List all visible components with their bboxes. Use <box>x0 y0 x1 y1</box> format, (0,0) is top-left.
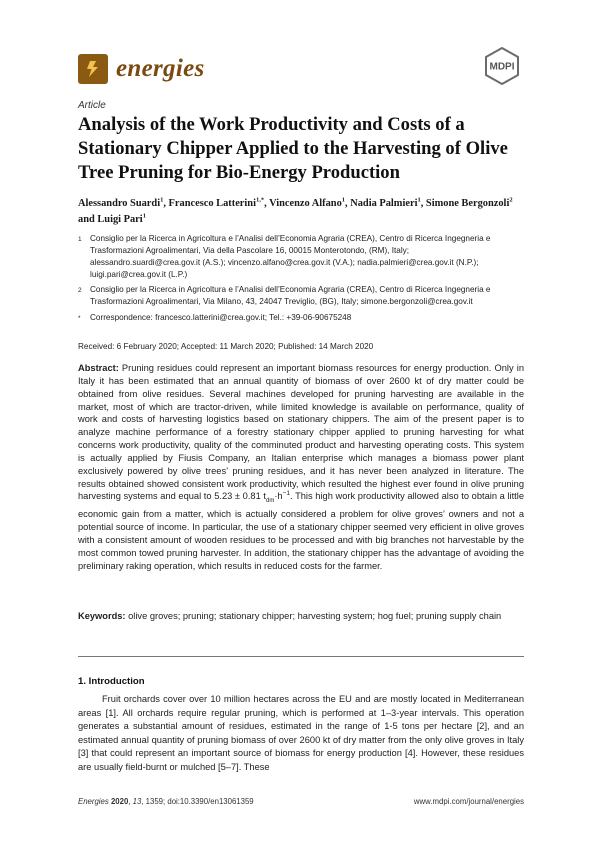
affiliation-text: Consiglio per la Ricerca in Agricoltura e l’Analisi dell’Economia Agraria (CREA), Centro di Ricerca Ingegneria e Trasformazioni Agroalimentari, Via Milano, 43, 24047 Treviglio, (BG), Italy; simone.bergonzoli@crea.gov.it <box>90 285 491 307</box>
author-affiliation-mark: 2 <box>509 196 513 204</box>
footer-doi: , 1359; doi:10.3390/en13061359 <box>141 797 254 806</box>
affiliation-number: 1 <box>78 236 82 243</box>
citation-footer: Energies 2020, 13, 1359; doi:10.3390/en13061359 <box>78 797 254 806</box>
author-affiliation-mark: 1,* <box>255 196 265 204</box>
footer-volume: 13 <box>132 797 142 806</box>
author-affiliation-mark: 1 <box>160 196 164 204</box>
author-separator: , <box>345 198 351 209</box>
energy-bolt-icon <box>78 54 108 84</box>
author-name[interactable]: Luigi Pari <box>97 213 143 225</box>
affiliation-text: Consiglio per la Ricerca in Agricoltura e l’Analisi dell’Economia Agraria (CREA), Centro di Ricerca Ingegneria e Trasformazioni Agroalimentari, Via della Pascolare 16, 00015 Monterotondo, (RM), Italy; alessandro.suardi@crea.gov.it (A.S.); vincenzo.alfano@crea.gov.it (V.A.); nadia.palmieri@crea.gov.it (N.P.); luigi.pari@crea.gov.it (L.P.) <box>90 234 491 280</box>
author-list <box>78 196 518 227</box>
author-name[interactable]: Nadia Palmieri <box>350 198 418 209</box>
author-name[interactable]: Simone Bergonzoli <box>425 198 510 209</box>
publisher-name: MDPI <box>489 61 515 73</box>
author-affiliation-mark: 1 <box>142 212 146 220</box>
affiliation-number: 2 <box>78 287 82 295</box>
affiliation-text: Correspondence: francesco.latterini@crea.gov.it; Tel.: +39-06-90675248 <box>90 312 352 322</box>
journal-logo <box>78 52 205 86</box>
introduction-text: Fruit orchards cover over 10 million hectares across the EU and are mostly located in Mediterranean areas [1]. All orchards require regular pruning, which is performed at 1–3-year intervals. This operation generates a substantial amount of residues, estimated in the range of 1-5 tons per hectare [2], and an estimated annual quantity of pruning biomass of over 2600 kt of dry matter from the only olive groves in Italy [3] that could represent an important source of biomass for energy production [4]. However, these residues are usually field-burnt or mulched [5–7]. These <box>78 694 524 772</box>
journal-name: energies <box>116 55 205 82</box>
mdpi-logo <box>482 46 522 86</box>
abstract-text: Pruning residues could represent an important biomass resources for energy production. Only in Italy it has been estimated that an annual quantity of biomass of over 2600 kt of dry matter could be obtained from olive residues. Several machines developed for pruning harvesting are available in the market, most of which are tractor-driven, while limited knowledge is available on performance, quality of work and costs of harvesting logistics based on stationary chippers. The aim of the present paper is to analyze machine performance of a forestry stationary chipper applied to pruning harvesting for what concerns work productivity, quality of the comminuted product and harvesting operating costs. This system is actually applied by Fiusis Company, an Italian enterprise which manages a biomass power plant exclusively powered by olive trees’ pruning residues, and it has never been analyzed in literature. The results obtained showed consistent work productivity, which resulted the highest ever found in olive pruning harvesting systems and equal to 5.23 ± 0.81 t <box>78 363 524 502</box>
author-separator: and <box>78 213 98 225</box>
section-divider <box>78 656 524 657</box>
author-separator: , <box>163 198 169 209</box>
abstract <box>78 362 524 572</box>
author-separator: , <box>420 198 426 209</box>
journal-url[interactable]: www.mdpi.com/journal/energies <box>413 797 524 806</box>
abstract-label: Abstract: <box>78 363 119 373</box>
section-heading: 1. Introduction <box>78 676 145 687</box>
keywords <box>78 610 524 623</box>
affiliation-item <box>78 233 518 281</box>
unit-mid: ·h <box>274 491 283 502</box>
affiliation-number: * <box>78 314 81 322</box>
publication-dates: Received: 6 February 2020; Accepted: 11 March 2020; Published: 14 March 2020 <box>78 342 374 351</box>
paper-title: Analysis of the Work Productivity and Costs of a Stationary Chipper Applied to the Harvesting of Olive Tree Pruning for Bio-Energy Production <box>78 114 508 183</box>
footer-year: 2020 <box>110 797 129 806</box>
unit-subscript: dm <box>265 498 275 505</box>
author-affiliation-mark: 1 <box>341 196 346 204</box>
article-type: Article <box>78 100 106 111</box>
author-affiliation-mark: 1 <box>417 196 421 204</box>
affiliation-item <box>78 284 518 308</box>
author-name[interactable]: Vincenzo Alfano <box>269 198 342 209</box>
abstract-text-cont: . This high work productivity allowed also to obtain a little economic gain from a matter, which is actually considered a problem for olive groves’ owners and not a potential source of income. In particular, the use of a stationary chipper seemed very efficient in olive groves with a consistent amount of wooden residues to be processed and with big branches not harvestable by the most common towed pruning harvester. In addition, the stationary chipper has the advantage of avoiding the preliminary raking operation, which results in reduced costs for the farmer. <box>78 491 524 571</box>
unit-superscript: −1 <box>282 490 291 498</box>
affiliation-item <box>78 312 518 325</box>
author-name[interactable]: Francesco Latterini <box>168 198 256 209</box>
author-separator: , <box>264 198 270 209</box>
keywords-text: olive groves; pruning; stationary chipper; harvesting system; hog fuel; pruning supply chain <box>125 611 502 621</box>
author-name[interactable]: Alessandro Suardi <box>78 198 161 209</box>
keywords-label: Keywords: <box>78 611 126 621</box>
footer-journal: Energies <box>78 797 109 806</box>
affiliations <box>78 233 518 328</box>
